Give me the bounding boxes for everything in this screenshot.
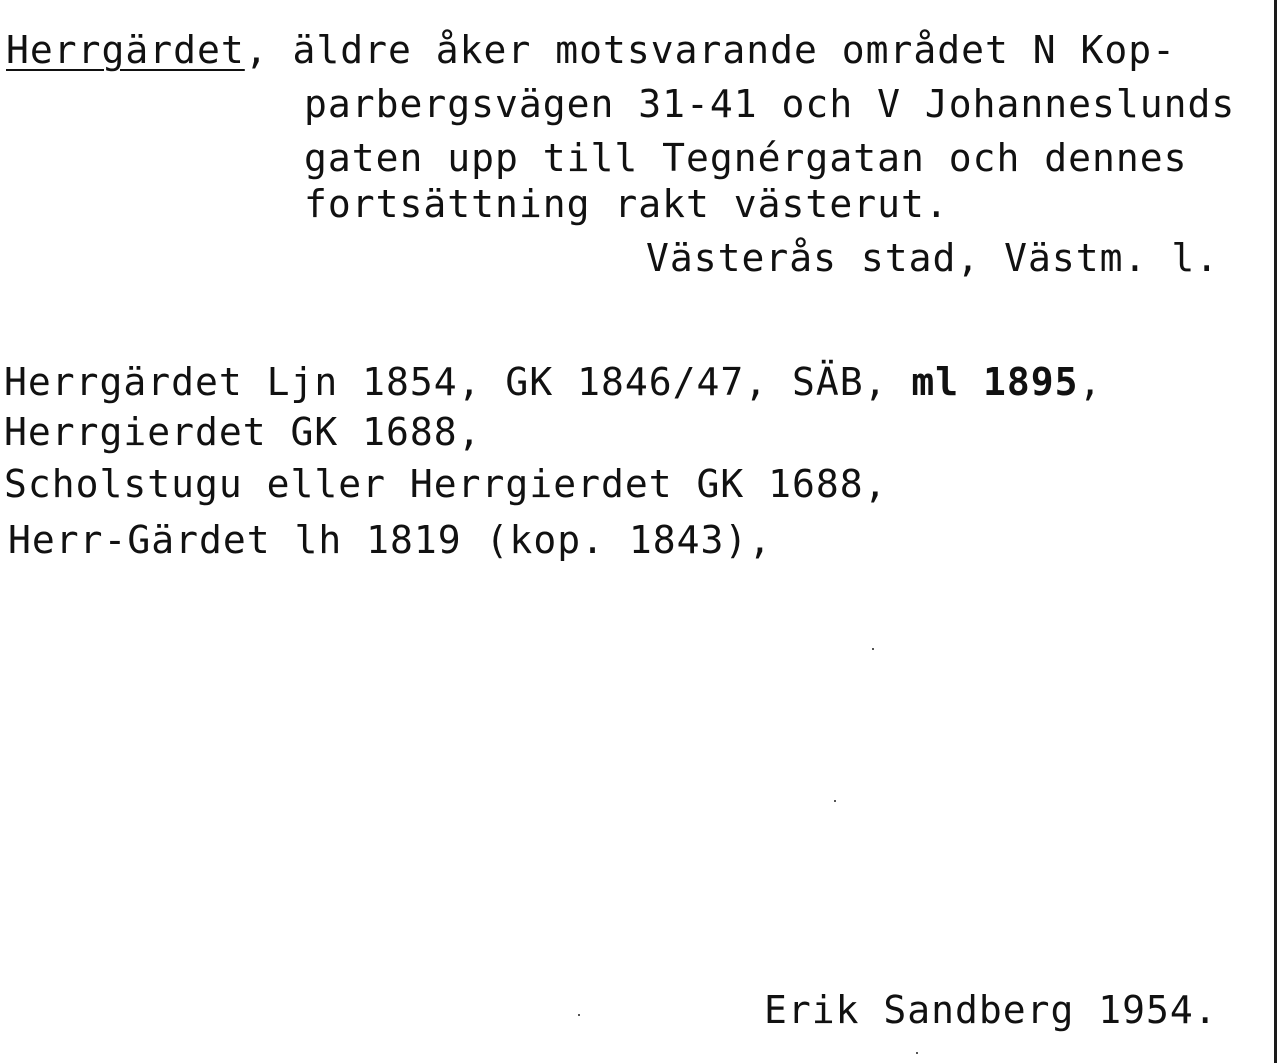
attestation-line-3: Scholstugu eller Herrgierdet GK 1688, [4,462,888,506]
attestation-line-4: Herr-Gärdet lh 1819 (kop. 1843), [8,518,773,562]
definition-line-1: , äldre åker motsvarande området N Kop- [244,28,1177,72]
signature: Erik Sandberg 1954. [764,988,1218,1032]
attestation-line-1-text: Herrgärdet Ljn 1854, GK 1846/47, SÄB, [4,360,912,404]
scan-speck [834,800,836,802]
definition-line-3: gaten upp till Tegnérgatan och dennes [304,136,1188,180]
location-line: Västerås stad, Västm. l. [646,236,1220,280]
headword: Herrgärdet [6,28,245,72]
entry-first-line [6,28,1176,72]
definition-line-2: parbergsvägen 31-41 och V Johanneslunds [304,82,1236,126]
attestation-line-1-comma: , [1078,360,1103,404]
scan-speck [916,1052,918,1054]
scan-speck [578,1014,580,1016]
attestation-ml-1895: ml 1895 [911,360,1079,404]
scan-speck [872,648,874,650]
card-edge-line [1274,0,1277,1063]
attestation-line-1 [4,360,1102,404]
definition-line-4: fortsättning rakt västerut. [304,182,949,226]
attestation-line-2: Herrgierdet GK 1688, [4,410,482,454]
